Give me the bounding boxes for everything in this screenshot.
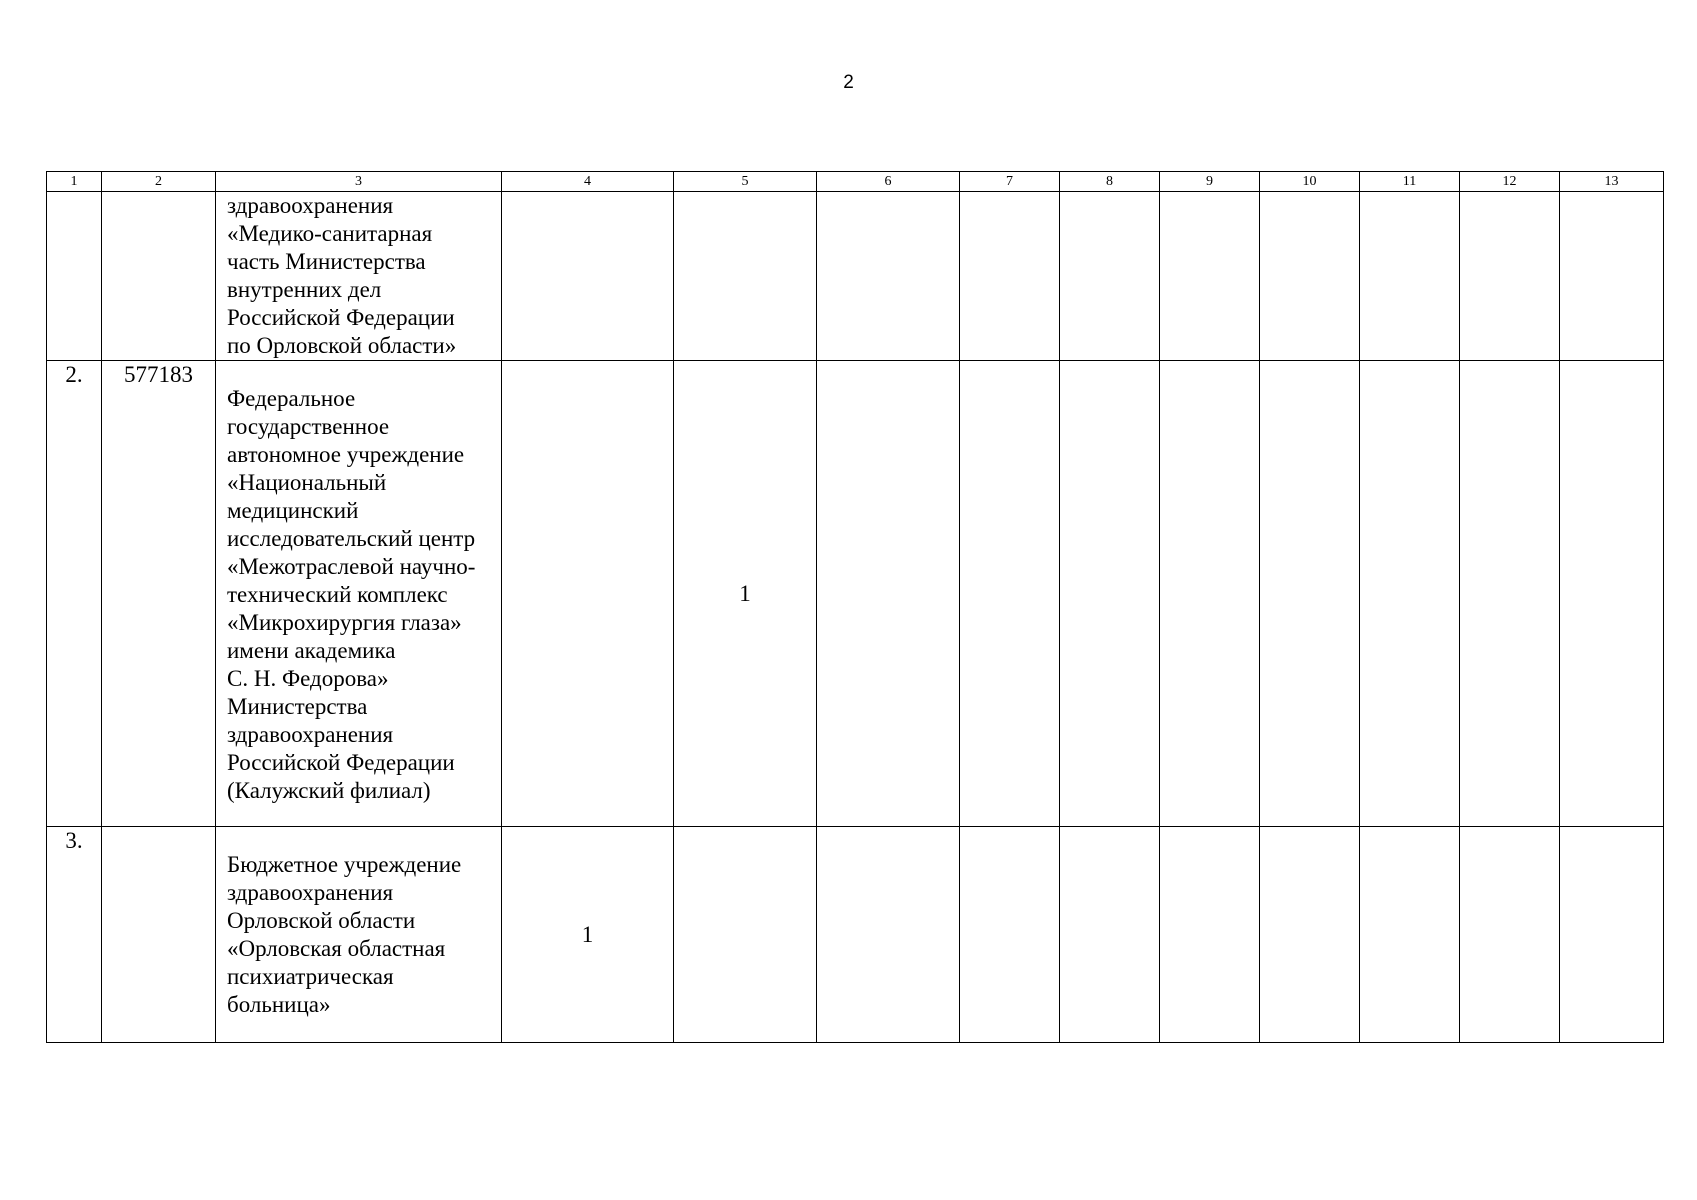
header-cell: 6 xyxy=(817,172,960,192)
empty-cell xyxy=(1560,192,1664,361)
header-cell: 5 xyxy=(674,172,817,192)
header-cell: 3 xyxy=(216,172,502,192)
code-cell xyxy=(102,192,216,361)
name-cell xyxy=(216,827,502,1043)
col5-cell: 1 xyxy=(674,361,817,827)
name-cell xyxy=(216,192,502,361)
col5-cell xyxy=(674,192,817,361)
empty-cell xyxy=(1360,192,1460,361)
header-cell: 9 xyxy=(1160,172,1260,192)
header-row xyxy=(47,172,1664,192)
table-row xyxy=(47,192,1664,361)
empty-cell xyxy=(1060,361,1160,827)
row-number-cell xyxy=(47,192,102,361)
empty-cell xyxy=(1160,827,1260,1043)
empty-cell xyxy=(1560,361,1664,827)
empty-cell xyxy=(1460,192,1560,361)
header-cell: 10 xyxy=(1260,172,1360,192)
header-cell: 7 xyxy=(960,172,1060,192)
empty-cell xyxy=(1160,361,1260,827)
header-cell: 4 xyxy=(502,172,674,192)
table-row xyxy=(47,827,1664,1043)
empty-cell xyxy=(1260,361,1360,827)
page-number: 2 xyxy=(843,72,854,93)
empty-cell xyxy=(1060,192,1160,361)
col4-cell xyxy=(502,361,674,827)
empty-cell xyxy=(960,361,1060,827)
header-cell: 12 xyxy=(1460,172,1560,192)
header-cell: 13 xyxy=(1560,172,1664,192)
empty-cell xyxy=(960,827,1060,1043)
name-cell xyxy=(216,361,502,827)
header-cell: 8 xyxy=(1060,172,1160,192)
empty-cell xyxy=(1260,827,1360,1043)
institution-name: здравоохранения «Медико-санитарная часть Министерства внутренних дел Российской Федерации по Орловской области» xyxy=(227,193,457,358)
empty-cell xyxy=(1160,192,1260,361)
header-cell: 1 xyxy=(47,172,102,192)
empty-cell xyxy=(1360,361,1460,827)
empty-cell xyxy=(1260,192,1360,361)
empty-cell xyxy=(817,192,960,361)
empty-cell xyxy=(1060,827,1160,1043)
empty-cell xyxy=(960,192,1060,361)
col4-cell: 1 xyxy=(502,827,674,1043)
row-number-cell: 3. xyxy=(47,827,102,1043)
row-number-cell: 2. xyxy=(47,361,102,827)
empty-cell xyxy=(1360,827,1460,1043)
empty-cell xyxy=(817,361,960,827)
col5-cell xyxy=(674,827,817,1043)
code-cell: 577183 xyxy=(102,361,216,827)
institution-name: Федеральное государственное автономное учреждение «Национальный медицинский исследовательский центр «Межотраслевой научно- технический комплекс «Микрохирургия глаза» имени академика С. Н. Федорова» Министерства здравоохранения Российской Федерации (Калужский филиал) xyxy=(227,386,476,803)
empty-cell xyxy=(1460,827,1560,1043)
header-cell: 2 xyxy=(102,172,216,192)
data-table xyxy=(46,171,1664,1043)
institution-name: Бюджетное учреждение здравоохранения Орловской области «Орловская областная психиатрическая больница» xyxy=(227,852,462,1017)
col4-cell xyxy=(502,192,674,361)
empty-cell xyxy=(1460,361,1560,827)
code-cell xyxy=(102,827,216,1043)
empty-cell xyxy=(817,827,960,1043)
table-row xyxy=(47,361,1664,827)
empty-cell xyxy=(1560,827,1664,1043)
header-cell: 11 xyxy=(1360,172,1460,192)
